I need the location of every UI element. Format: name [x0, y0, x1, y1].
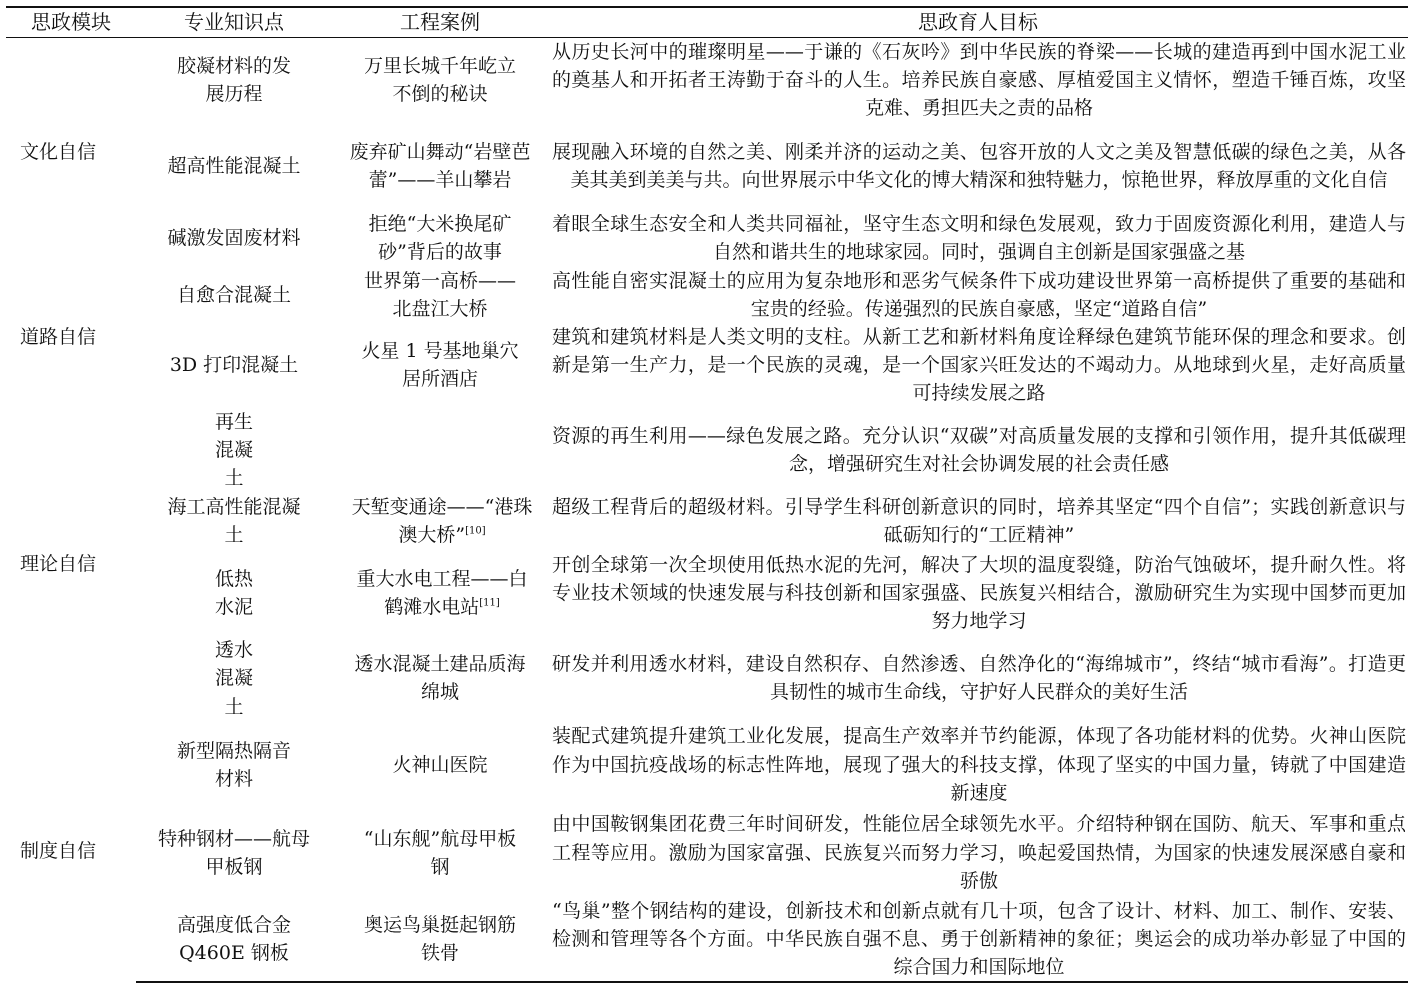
case-text: 废弃矿山舞动“岩壁芭蕾”——羊山攀岩	[349, 140, 531, 192]
knowledge-point-cell: 特种钢材——航母甲板钢	[157, 827, 310, 878]
education-goal-cell: 从历史长河中的璀璨明星——于谦的《石灰吟》到中华民族的脊梁——长城的建造再到中国水泥工业的奠基人和开拓者王涛勤于奋斗的人生。培养民族自豪感、厚植爱国主义情怀，塑造千锤百炼，攻坚克难、勇担匹夫之责的品格	[552, 40, 1406, 119]
engineering-case-cell	[332, 809, 548, 897]
engineering-case-cell	[332, 408, 548, 493]
engineering-case-cell	[332, 267, 548, 323]
knowledge-point-cell: 超高性能混凝土	[167, 155, 301, 177]
knowledge-point-cell: 3D 打印混凝土	[169, 354, 299, 377]
case-text: 天堑变通途——“港珠澳大桥”	[351, 495, 533, 547]
header-education-goal: 思政育人目标	[548, 7, 1408, 37]
header-knowledge-point: 专业知识点	[136, 7, 332, 37]
case-text: 奥运鸟巢挺起钢筋铁骨	[363, 913, 516, 965]
engineering-case-cell	[332, 492, 548, 550]
engineering-case-cell	[332, 323, 548, 408]
table-row	[6, 492, 1408, 550]
table-row	[6, 636, 1408, 721]
header-row	[6, 7, 1408, 37]
education-goal-cell: 由中国鞍钢集团花费三年时间研发，性能位居全球领先水平。介绍特种钢在国防、航天、军事和重点工程等应用。激励为国家富强、民族复兴而努力学习，唤起爱国热情，为国家的快速发展深感自豪和骄傲	[552, 813, 1406, 892]
module-cell-cultural-confidence: 文化自信	[20, 140, 97, 163]
table-row	[6, 210, 1408, 266]
case-text: 透水混凝土建品质海绵城	[354, 653, 526, 704]
knowledge-point-cell: 胶凝材料的发展历程	[176, 54, 291, 105]
case-text: 世界第一高桥——北盘江大桥	[363, 269, 516, 320]
table-row	[6, 37, 1408, 122]
case-text: 拒绝“大米换尾矿砂”背后的故事	[368, 213, 512, 264]
curriculum-table	[6, 6, 1408, 983]
education-goal-cell: 研发并利用透水材料，建设自然积存、自然渗透、自然净化的“海绵城市”，终结“城市看海”。打造更具韧性的城市生命线，守护好人民群众的美好生活	[552, 653, 1406, 704]
module-cell-theory-confidence: 理论自信	[20, 553, 97, 576]
header-module: 思政模块	[6, 7, 136, 37]
knowledge-point-cell: 透水混凝土	[214, 639, 253, 718]
engineering-case-cell	[332, 897, 548, 983]
table-row	[6, 721, 1408, 809]
case-text: 万里长城千年屹立不倒的秘诀	[363, 54, 516, 105]
table-row	[6, 408, 1408, 493]
case-text: “山东舰”航母甲板钢	[363, 827, 517, 878]
education-goal-cell: 建筑和建筑材料是人类文明的支柱。从新工艺和新材料角度诠释绿色建筑节能环保的理念和要求。创新是第一生产力，是一个民族的灵魂，是一个国家兴旺发达的不竭动力。从地球到火星，走好高质量可持续发展之路	[552, 325, 1406, 405]
table-row	[6, 897, 1408, 983]
case-text: 火星 1 号基地巢穴居所酒店	[361, 340, 519, 391]
header-engineering-case: 工程案例	[332, 7, 548, 37]
case-text: 重大水电工程——白鹤滩水电站	[356, 567, 528, 619]
education-goal-cell: 着眼全球生态安全和人类共同福祉，坚守生态文明和绿色发展观，致力于固废资源化利用，建造人与自然和谐共生的地球家园。同时，强调自主创新是国家强盛之基	[552, 213, 1406, 264]
education-goal-cell: 高性能自密实混凝土的应用为复杂地形和恶劣气候条件下成功建设世界第一高桥提供了重要的基础和宝贵的经验。传递强烈的民族自豪感，坚定“道路自信”	[552, 269, 1406, 320]
engineering-case-cell	[332, 721, 548, 809]
table-row	[6, 809, 1408, 897]
knowledge-point-cell: 低热水泥	[214, 567, 253, 619]
knowledge-point-cell: 自愈合混凝土	[176, 283, 291, 306]
citation-ref: [11]	[479, 597, 500, 609]
knowledge-point-cell: 碱激发固废材料	[167, 227, 301, 250]
engineering-case-cell	[332, 122, 548, 210]
curriculum-table-container	[6, 6, 1408, 983]
table-row	[6, 550, 1408, 636]
engineering-case-cell	[332, 210, 548, 266]
education-goal-cell: 资源的再生利用——绿色发展之路。充分认识“双碳”对高质量发展的支撑和引领作用，提升其低碳理念，增强研究生对社会协调发展的社会责任感	[552, 424, 1406, 475]
table-row	[6, 122, 1408, 210]
knowledge-point-cell: 再生混凝土	[214, 410, 253, 489]
table-row	[6, 323, 1408, 408]
module-cell-path-confidence: 道路自信	[20, 325, 97, 348]
engineering-case-cell	[332, 550, 548, 636]
education-goal-cell: 开创全球第一次全坝使用低热水泥的先河，解决了大坝的温度裂缝，防治气蚀破坏，提升耐久性。将专业技术领域的快速发展与科技创新和国家强盛、民族复兴相结合，激励研究生为实现中国梦而更加努力地学习	[552, 553, 1406, 633]
engineering-case-cell	[332, 37, 548, 122]
education-goal-cell: 展现融入环境的自然之美、刚柔并济的运动之美、包容开放的人文之美及智慧低碳的绿色之美，从各美其美到美美与共。向世界展示中华文化的博大精深和独特魅力，惊艳世界，释放厚重的文化自信	[552, 140, 1406, 192]
engineering-case-cell	[332, 636, 548, 721]
knowledge-point-cell: 新型隔热隔音材料	[176, 739, 291, 790]
education-goal-cell: 超级工程背后的超级材料。引导学生科研创新意识的同时，培养其坚定“四个自信”；实践创新意识与砥砺知行的“工匠精神”	[552, 495, 1406, 547]
table-row	[6, 267, 1408, 323]
knowledge-point-cell: 高强度低合金Q460E 钢板	[136, 897, 332, 983]
citation-ref: [10]	[465, 525, 486, 537]
education-goal-cell: 装配式建筑提升建筑工业化发展，提高生产效率并节约能源，体现了各功能材料的优势。火神山医院作为中国抗疫战场的标志性阵地，展现了强大的科技支撑，体现了坚实的中国力量，铸就了中国建造新速度	[552, 725, 1406, 804]
module-cell-system-confidence: 制度自信	[20, 840, 97, 863]
knowledge-point-cell: 海工高性能混凝土	[167, 495, 301, 547]
case-text: 火神山医院	[392, 753, 488, 776]
education-goal-cell: “鸟巢”整个钢结构的建设，创新技术和创新点就有几十项，包含了设计、材料、加工、制作、安装、检测和管理等各个方面。中华民族自强不息、勇于创新精神的象征；奥运会的成功举办彰显了中国的综合国力和国际地位	[548, 897, 1408, 983]
